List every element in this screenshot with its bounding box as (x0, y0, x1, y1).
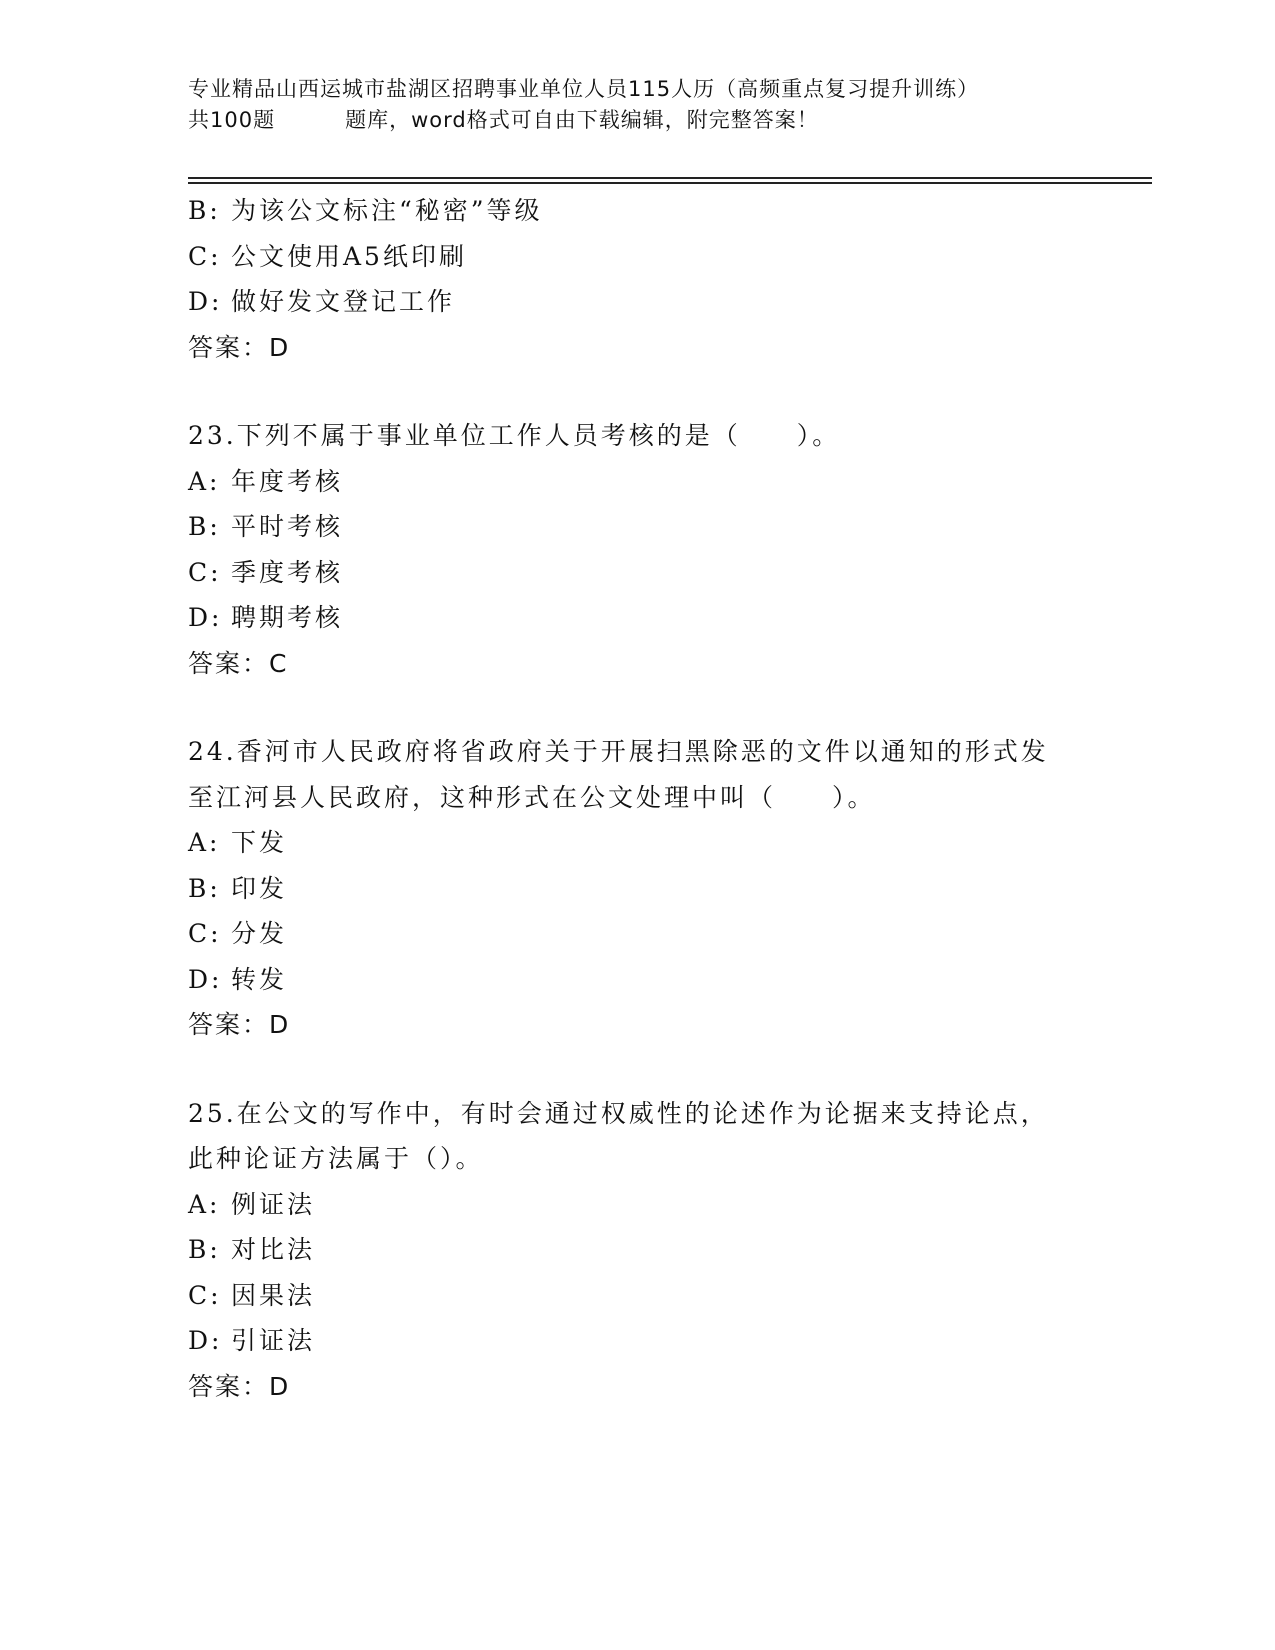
option-letter: C: (188, 241, 222, 271)
header-question-count: 共100题 (188, 108, 276, 132)
question-stem: 25.在公文的写作中，有时会通过权威性的论述作为论据来支持论点， (188, 1098, 1049, 1128)
option-letter: B: (188, 512, 221, 541)
option-letter: D: (188, 287, 223, 316)
option-text: 公文使用A5纸印刷 (231, 241, 467, 271)
option-letter: A: (188, 1189, 221, 1219)
option-letter: C: (188, 1280, 222, 1310)
question-block-previous (188, 188, 1088, 370)
question-stem: 23.下列不属于事业单位工作人员考核的是（ ）。 (188, 421, 841, 450)
option-letter: A: (188, 828, 221, 857)
option-item (188, 866, 1088, 912)
option-text: 为该公文标注“秘密”等级 (231, 196, 543, 225)
option-item (188, 1273, 1088, 1319)
option-letter: C: (188, 557, 222, 587)
option-letter: A: (188, 466, 221, 496)
header-description: 题库，word格式可自由下载编辑，附完整答案！ (345, 108, 819, 132)
header-divider-bottom (188, 182, 1152, 184)
option-text: 年度考核 (231, 466, 344, 496)
option-text: 聘期考核 (231, 603, 344, 632)
option-item (188, 595, 1088, 641)
answer-line: 答案：D (188, 1010, 291, 1039)
question-stem: 至江河县人民政府，这种形式在公文处理中叫（ ）。 (188, 782, 876, 812)
header-divider-top (188, 177, 1152, 179)
option-item (188, 1182, 1088, 1228)
answer-line: 答案：C (188, 648, 289, 678)
option-text: 对比法 (231, 1235, 316, 1264)
question-stem: 24.香河市人民政府将省政府关于开展扫黑除恶的文件以通知的形式发 (188, 737, 1049, 766)
answer-line: 答案：D (188, 1371, 291, 1401)
option-item (188, 279, 1088, 325)
option-text: 做好发文登记工作 (231, 287, 456, 316)
option-text: 平时考核 (231, 512, 344, 541)
option-text: 印发 (231, 873, 288, 903)
option-item (188, 820, 1088, 866)
option-letter: D: (188, 1326, 223, 1355)
answer-line: 答案：D (188, 332, 291, 362)
question-block-24 (188, 729, 1088, 1048)
option-text: 分发 (231, 919, 288, 948)
option-text: 引证法 (231, 1326, 316, 1355)
header-title-line: 专业精品山西运城市盐湖区招聘事业单位人员115人历（高频重点复习提升训练） (188, 77, 980, 101)
option-item (188, 911, 1088, 957)
question-stem: 此种论证方法属于（）。 (188, 1144, 484, 1173)
question-block-25 (188, 1091, 1088, 1410)
option-text: 下发 (231, 828, 288, 857)
option-text: 转发 (231, 964, 288, 994)
option-item (188, 1227, 1088, 1273)
option-item (188, 459, 1088, 505)
option-letter: B: (188, 1235, 221, 1264)
option-letter: D: (188, 964, 223, 994)
question-block-23 (188, 413, 1088, 686)
option-item (188, 550, 1088, 596)
header-subtitle-line (188, 105, 1088, 136)
option-item (188, 504, 1088, 550)
option-text: 因果法 (231, 1280, 316, 1310)
option-item (188, 188, 1088, 234)
option-item (188, 234, 1088, 280)
option-letter: C: (188, 919, 222, 948)
option-item (188, 957, 1088, 1003)
option-letter: B: (188, 196, 221, 225)
option-item (188, 1318, 1088, 1364)
option-letter: B: (188, 873, 221, 903)
option-text: 例证法 (231, 1189, 316, 1219)
option-text: 季度考核 (231, 557, 344, 587)
option-letter: D: (188, 603, 223, 632)
document-header (188, 74, 1088, 136)
question-list (188, 188, 1088, 1409)
